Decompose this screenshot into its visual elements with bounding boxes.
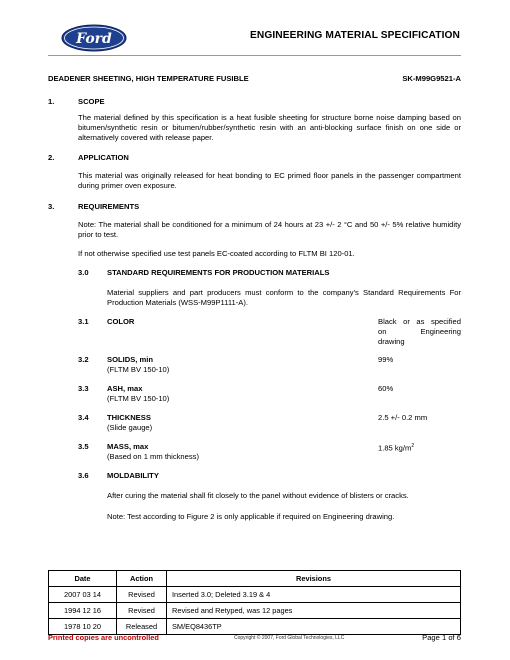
color-value-line: drawing — [378, 337, 405, 347]
revision-date: 1994 12 16 — [49, 603, 117, 619]
section-number-requirements: 3. — [48, 202, 55, 211]
section-title-requirements: REQUIREMENTS — [78, 202, 140, 211]
section-title-scope: SCOPE — [78, 97, 105, 106]
revision-date: 2007 03 14 — [49, 587, 117, 603]
req-title-thickness: THICKNESS — [107, 413, 151, 422]
scope-text: The material defined by this specification is a heat fusible sheeting for structure borne noise damping based on bitumen/synthetic resin or bitumen/rubber/synthetic resin with an anti-blocking surface finish on one side or alternatively covered with release paper. — [78, 113, 461, 143]
req-title-ash: ASH, max — [107, 384, 143, 393]
mass-unit-exponent: 2 — [411, 443, 415, 449]
revision-table — [48, 570, 461, 635]
req-method-mass: (Based on 1 mm thickness) — [107, 452, 200, 461]
color-value-line: on Engineering — [378, 327, 461, 337]
material-name: DEADENER SHEETING, HIGH TEMPERATURE FUSIBLE — [48, 74, 249, 83]
req-value-solids: 99% — [378, 355, 394, 364]
req-title-solids: SOLIDS, min — [107, 355, 153, 364]
revision-text: Revised and Retyped, was 12 pages — [167, 603, 461, 619]
req-text-3-0: Material suppliers and part producers must conform to the company's Standard Requirements For Production Materials (WSS-M99P1111-A). — [107, 288, 461, 308]
req-value-mass — [378, 443, 461, 454]
copyright-notice: Copyright © 2007, Ford Global Technologies, LLC — [234, 635, 345, 641]
test-panel-text: If not otherwise specified use test panels EC-coated according to FLTM BI 120-01. — [78, 249, 355, 258]
req-number-color: 3.1 — [78, 317, 89, 326]
section-number-scope: 1. — [48, 97, 55, 106]
req-number-moldability: 3.6 — [78, 471, 89, 480]
header-divider — [48, 55, 461, 56]
section-title-application: APPLICATION — [78, 153, 129, 162]
revision-text: SM/EQ8436TP — [167, 619, 461, 635]
logo-wordmark: Ford — [76, 31, 112, 47]
conditioning-note: Note: The material shall be conditioned for a minimum of 24 hours at 23 +/- 2 °C and 50 +/- 5% relative humidity prior to test. — [78, 220, 461, 240]
revision-date: 1978 10 20 — [49, 619, 117, 635]
table-row — [49, 603, 461, 619]
ford-logo — [61, 24, 127, 52]
uncontrolled-copy-notice: Printed copies are uncontrolled — [48, 633, 159, 642]
color-value-line: Black or as specified — [378, 317, 461, 326]
req-title-3-0: STANDARD REQUIREMENTS FOR PRODUCTION MATERIALS — [107, 268, 330, 277]
col-header-action: Action — [117, 571, 167, 587]
application-text: This material was originally released for heat bonding to EC primed floor panels in the passenger compartment during primer oven exposure. — [78, 171, 461, 191]
revision-action: Released — [117, 619, 167, 635]
spec-number: SK-M99G9521-A — [402, 74, 461, 83]
req-number-mass: 3.5 — [78, 442, 89, 451]
req-method-solids: (FLTM BV 150-10) — [107, 365, 170, 374]
req-number-thickness: 3.4 — [78, 413, 89, 422]
req-method-thickness: (Slide gauge) — [107, 423, 153, 432]
col-header-date: Date — [49, 571, 117, 587]
req-title-color: COLOR — [107, 317, 135, 326]
req-value-color — [378, 317, 461, 347]
revision-text: Inserted 3.0; Deleted 3.19 & 4 — [167, 587, 461, 603]
revision-action: Revised — [117, 603, 167, 619]
req-title-mass: MASS, max — [107, 442, 149, 451]
page-number: Page 1 of 6 — [422, 633, 461, 642]
section-number-application: 2. — [48, 153, 55, 162]
document-title: ENGINEERING MATERIAL SPECIFICATION — [250, 30, 460, 41]
revision-header-row — [49, 571, 461, 587]
req-number-3-0: 3.0 — [78, 268, 89, 277]
moldability-text: After curing the material shall fit closely to the panel without evidence of blisters or cracks. — [107, 491, 409, 500]
col-header-revisions: Revisions — [167, 571, 461, 587]
req-number-ash: 3.3 — [78, 384, 89, 393]
table-row — [49, 587, 461, 603]
moldability-note: Note: Test according to Figure 2 is only applicable if required on Engineering drawing. — [107, 512, 395, 521]
req-title-moldability: MOLDABILITY — [107, 471, 159, 480]
revision-action: Revised — [117, 587, 167, 603]
mass-value: 1.85 kg/m — [378, 443, 412, 453]
req-value-thickness: 2.5 +/- 0.2 mm — [378, 413, 428, 422]
req-number-solids: 3.2 — [78, 355, 89, 364]
req-method-ash: (FLTM BV 150-10) — [107, 394, 170, 403]
req-value-ash: 60% — [378, 384, 394, 393]
